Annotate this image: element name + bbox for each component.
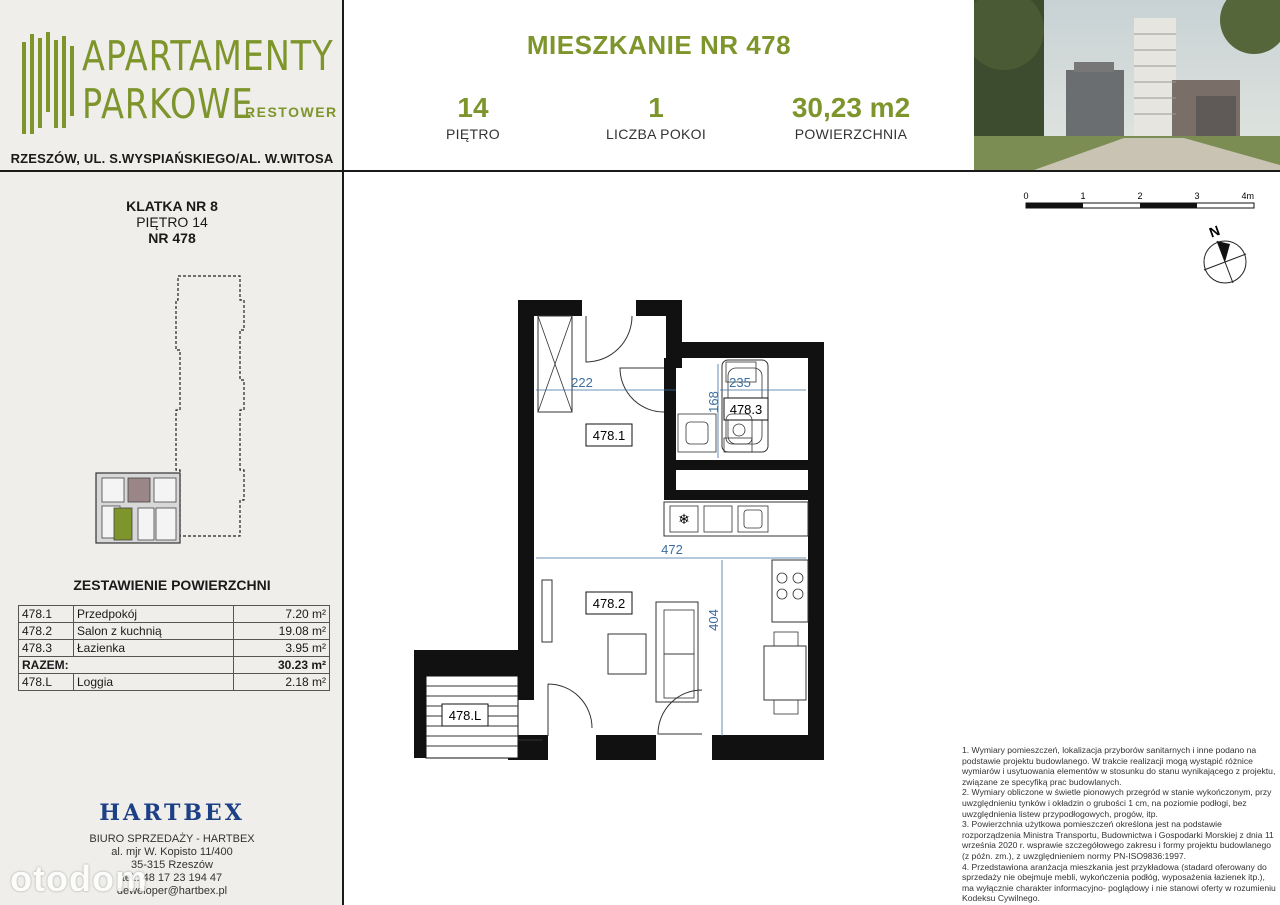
room-label-bathroom: 478.3 (729, 402, 763, 417)
svg-text:0: 0 (1023, 191, 1029, 201)
dim-222: 222 (571, 375, 593, 390)
room-label-loggia: 478.L (448, 708, 482, 723)
notes: 1. Wymiary pomieszczeń, lokalizacja przyborów sanitarnych i inne podano na podstawie projektu budowlanego. W trakcie realizacji mogą wystąpić różnice wymiarów i usytuowania elementów w stosunku do stanu wynikającego z projektu, związane ze specyfiką prac budowlanych. 2. Wymiary obliczone w świetle pionowych przegród w stanie wykończonym, przy uwzględnieniu tynków i okładzin o grubości 1 cm, na poziomie podłogi, bez uwzględnienia listew przypodłogowych, progów, itp. 3. Powierzchnia użytkowa pomieszczeń określona jest na podstawie rozporządzenia Ministra Transportu, Budownictwa i Gospodarki Morskiej z dnia 11 września 2020 r. wsprawie szczegółowego zakresu i formy projektu budowlanego (z późn. zm.), z uwzględnieniem normy PN-ISO9836:1997. 4. Przedstawiona aranżacja mieszkania jest przykładowa (stadard oferowany do sprzedaży nie obejmuje mebli, wykończenia podłóg, wyposażenia łazienek itp.), ma wyłącznie charakter informacyjno- poglądowy i nie stanowi oferty w rozumieniu Kodeksu Cywilnego. (962, 745, 1276, 904)
svg-text:❄: ❄ (678, 512, 690, 528)
scale-bar (1016, 190, 1256, 220)
dim-235: 235 (729, 375, 751, 390)
location-info (0, 198, 344, 246)
klatka-label: KLATKA NR 8 (126, 198, 218, 214)
dim-472: 472 (661, 542, 683, 557)
svg-text:2: 2 (1137, 191, 1143, 201)
dim-404: 404 (706, 609, 721, 631)
table-row: 478.2 Salon z kuchnią 19.08 m² (19, 623, 330, 640)
svg-text:1: 1 (1080, 191, 1086, 201)
stat-area: 30,23 m2 POWIERZCHNIA (791, 92, 911, 142)
dim-168: 168 (706, 391, 721, 413)
developer-logo: HARTBEX (99, 800, 245, 826)
building-render-image (974, 0, 1280, 170)
sales-office: BIURO SPRZEDAŻY - HARTBEX al. mjr W. Kopisto 11/400 35-315 Rzeszów tel.: 48 17 23 194 47 deweloper@hartbex.pl (89, 833, 255, 897)
table-row: 478.1 Przedpokój 7.20 m² (19, 606, 330, 623)
left-divider (0, 170, 344, 172)
svg-text:3: 3 (1194, 191, 1200, 201)
apartment-number: NR 478 (148, 230, 196, 246)
brand-line-1: APARTAMENTY (82, 32, 334, 80)
brand-line-3: RESTOWER (245, 104, 338, 120)
key-plan (92, 270, 252, 550)
page-title: MIESZKANIE NR 478 (526, 30, 792, 60)
brand-line-2: PARKOWE (82, 80, 254, 128)
table-row: 478.L Loggia 2.18 m² (19, 674, 330, 691)
floor-label: PIĘTRO 14 (136, 214, 208, 230)
areas-table (18, 605, 330, 691)
svg-text:N: N (1206, 222, 1222, 241)
floor-plan (400, 290, 840, 770)
svg-text:4m: 4m (1241, 191, 1254, 201)
areas-title: ZESTAWIENIE POWIERZCHNI (73, 577, 271, 593)
north-arrow-icon (1198, 222, 1252, 286)
logo-mark-icon (22, 32, 78, 134)
watermark: otodom (10, 858, 148, 899)
stat-rooms: 1 LICZBA POKOI (605, 92, 707, 142)
room-label-hall: 478.1 (592, 428, 626, 443)
stat-floor: 14 PIĘTRO (446, 92, 500, 142)
address: RZESZÓW, UL. S.WYSPIAŃSKIEGO/AL. W.WITOSA (10, 151, 334, 166)
room-label-living: 478.2 (592, 596, 626, 611)
table-row: 478.3 Łazienka 3.95 m² (19, 640, 330, 657)
table-row-total: RAZEM: 30.23 m² (19, 657, 330, 674)
header-divider (344, 170, 1280, 172)
